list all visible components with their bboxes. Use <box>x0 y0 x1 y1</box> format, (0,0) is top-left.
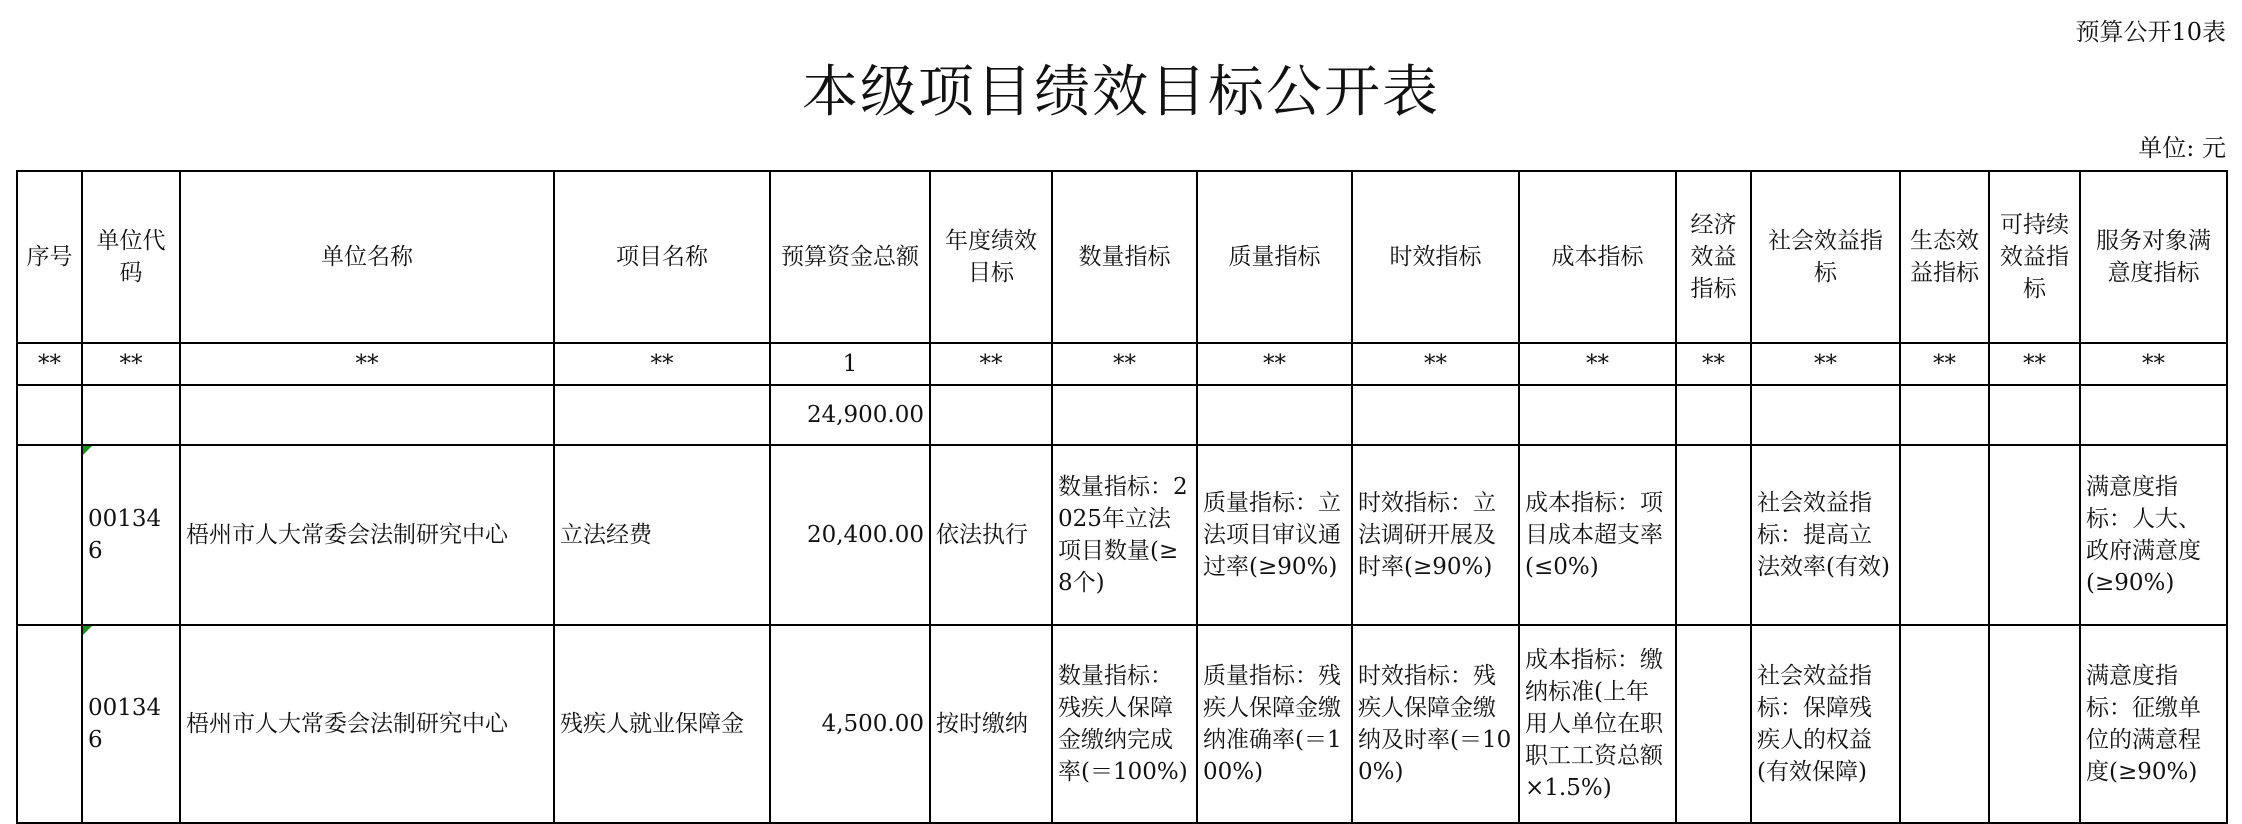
timeliness-indicator-cell: 时效指标：立法调研开展及时率(≥90%) <box>1352 445 1519 625</box>
unit-name-cell: 梧州市人大常委会法制研究中心 <box>180 625 554 823</box>
header-cell: 质量指标 <box>1197 171 1352 343</box>
header-cell: 项目名称 <box>554 171 770 343</box>
table-row <box>17 445 2227 625</box>
header-cell: 可持续效益指标 <box>1989 171 2080 343</box>
quantity-indicator-cell: 数量指标：2025年立法项目数量(≥8个) <box>1052 445 1197 625</box>
table-number-label: 预算公开10表 <box>2075 18 2226 46</box>
header-cell: 时效指标 <box>1352 171 1519 343</box>
annual-goal-cell: 依法执行 <box>930 445 1052 625</box>
total-amount: 24,900.00 <box>770 385 930 445</box>
timeliness-indicator-cell: 时效指标：残疾人保障金缴纳及时率(＝100%) <box>1352 625 1519 823</box>
quantity-indicator-cell: 数量指标：残疾人保障金缴纳完成率(＝100%) <box>1052 625 1197 823</box>
table-cell <box>17 385 82 445</box>
marker-cell: ** <box>1989 343 2080 385</box>
page-title: 本级项目绩效目标公开表 <box>802 60 1440 125</box>
quality-indicator-cell: 质量指标：立法项目审议通过率(≥90%) <box>1197 445 1352 625</box>
table-cell <box>180 385 554 445</box>
project-name-cell: 残疾人就业保障金 <box>554 625 770 823</box>
header-cell: 单位代码 <box>82 171 180 343</box>
unit-code-cell <box>82 445 180 625</box>
table-cell <box>1900 385 1989 445</box>
table-cell <box>2080 385 2227 445</box>
unit-code-text: 001346 <box>88 506 162 564</box>
cell-marker-icon <box>83 626 92 635</box>
economic-benefit-cell <box>1676 625 1751 823</box>
marker-cell: ** <box>2080 343 2227 385</box>
unit-label: 单位: 元 <box>2138 134 2226 162</box>
cell-marker-icon <box>83 446 92 455</box>
marker-cell: ** <box>1519 343 1676 385</box>
header-row <box>17 171 2227 343</box>
marker-cell: ** <box>82 343 180 385</box>
budget-amount-cell: 20,400.00 <box>770 445 930 625</box>
header-cell: 服务对象满意度指标 <box>2080 171 2227 343</box>
performance-target-table <box>16 170 2228 824</box>
header-cell: 社会效益指标 <box>1751 171 1900 343</box>
economic-benefit-cell <box>1676 445 1751 625</box>
social-benefit-cell: 社会效益指标：保障残疾人的权益(有效保障) <box>1751 625 1900 823</box>
marker-cell: ** <box>17 343 82 385</box>
sustainable-benefit-cell <box>1989 625 2080 823</box>
unit-code-cell <box>82 625 180 823</box>
unit-name-cell: 梧州市人大常委会法制研究中心 <box>180 445 554 625</box>
ecological-benefit-cell <box>1900 445 1989 625</box>
cost-indicator-cell: 成本指标：缴纳标准(上年用人单位在职职工工资总额×1.5%) <box>1519 625 1676 823</box>
seq-cell <box>17 445 82 625</box>
marker-cell: ** <box>1751 343 1900 385</box>
ecological-benefit-cell <box>1900 625 1989 823</box>
table-cell <box>1352 385 1519 445</box>
satisfaction-indicator-cell: 满意度指标：人大、政府满意度(≥90%) <box>2080 445 2227 625</box>
marker-cell: ** <box>180 343 554 385</box>
marker-cell: ** <box>1676 343 1751 385</box>
header-cell: 成本指标 <box>1519 171 1676 343</box>
marker-cell: ** <box>1197 343 1352 385</box>
project-name-cell: 立法经费 <box>554 445 770 625</box>
satisfaction-indicator-cell: 满意度指标：征缴单位的满意程度(≥90%) <box>2080 625 2227 823</box>
seq-cell <box>17 625 82 823</box>
header-cell: 预算资金总额 <box>770 171 930 343</box>
table-cell <box>930 385 1052 445</box>
table-cell <box>1676 385 1751 445</box>
marker-cell: ** <box>1052 343 1197 385</box>
header-cell: 数量指标 <box>1052 171 1197 343</box>
annual-goal-cell: 按时缴纳 <box>930 625 1052 823</box>
table-cell <box>1052 385 1197 445</box>
marker-cell: 1 <box>770 343 930 385</box>
table-cell <box>1751 385 1900 445</box>
social-benefit-cell: 社会效益指标：提高立法效率(有效) <box>1751 445 1900 625</box>
table-cell <box>82 385 180 445</box>
quality-indicator-cell: 质量指标：残疾人保障金缴纳准确率(＝100%) <box>1197 625 1352 823</box>
header-cell: 单位名称 <box>180 171 554 343</box>
table-row <box>17 625 2227 823</box>
table-cell <box>554 385 770 445</box>
marker-row <box>17 343 2227 385</box>
table-cell <box>1989 385 2080 445</box>
header-cell: 序号 <box>17 171 82 343</box>
marker-cell: ** <box>930 343 1052 385</box>
header-cell: 年度绩效目标 <box>930 171 1052 343</box>
marker-cell: ** <box>1900 343 1989 385</box>
header-cell: 经济效益指标 <box>1676 171 1751 343</box>
unit-code-text: 001346 <box>88 695 162 753</box>
budget-amount-cell: 4,500.00 <box>770 625 930 823</box>
sustainable-benefit-cell <box>1989 445 2080 625</box>
cost-indicator-cell: 成本指标：项目成本超支率(≤0%) <box>1519 445 1676 625</box>
total-row <box>17 385 2227 445</box>
table-cell <box>1519 385 1676 445</box>
header-cell: 生态效益指标 <box>1900 171 1989 343</box>
marker-cell: ** <box>1352 343 1519 385</box>
table-cell <box>1197 385 1352 445</box>
marker-cell: ** <box>554 343 770 385</box>
